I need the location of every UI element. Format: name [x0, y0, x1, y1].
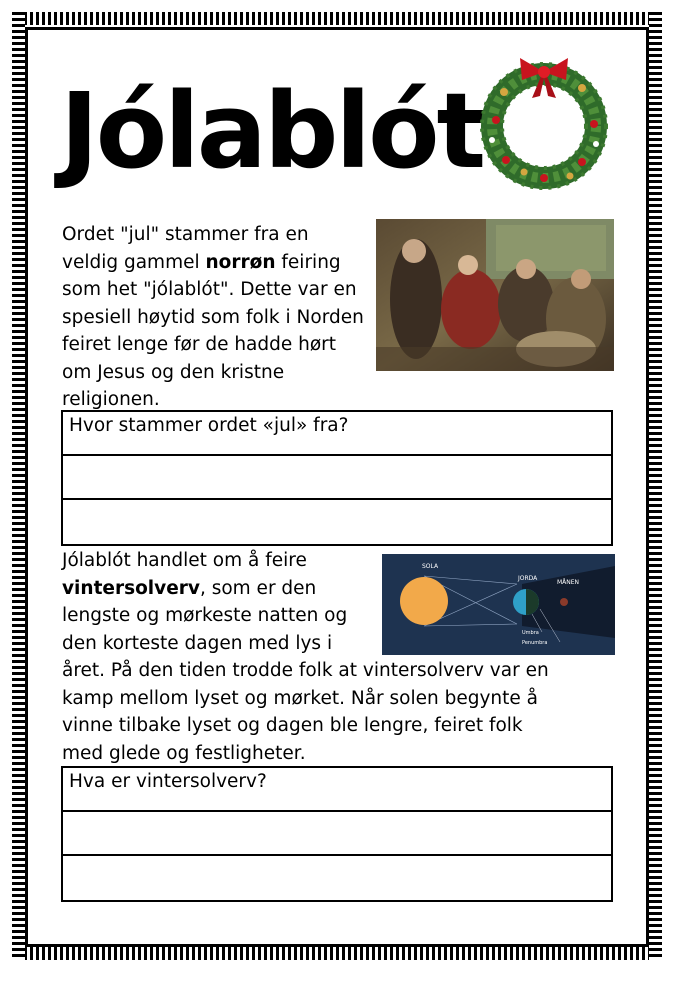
penumbra-label: Penumbra	[522, 640, 548, 646]
text-line	[62, 685, 622, 713]
question-row	[63, 412, 611, 456]
answer-box-1	[61, 410, 613, 546]
moon-label: MÅNEN	[557, 579, 580, 586]
text-line	[62, 712, 622, 740]
text-segment: året. På den tiden trodde folk at vintersolverv var en	[62, 660, 549, 681]
border-stripe-bottom	[12, 947, 662, 960]
answer-box-2	[61, 766, 613, 902]
intro-paragraph	[62, 221, 367, 414]
answer-line[interactable]	[63, 500, 611, 544]
intro-text-part-2: feiring som het "jólablót". Dette var en spesiell høytid som folk i Norden feiret lenge før de hadde hørt om Jesus og den kristne religionen.	[62, 251, 364, 410]
answer-line[interactable]	[63, 456, 611, 500]
text-segment: den korteste dagen med lys i	[62, 632, 333, 654]
christmas-wreath-image	[470, 48, 620, 196]
sun-earth-moon-diagram	[382, 554, 615, 655]
answer-line[interactable]	[63, 856, 611, 900]
border-stripe-right	[649, 12, 662, 960]
text-segment: , som er den	[199, 577, 317, 599]
text-segment: vinne tilbake lyset og dagen ble lengre, feiret folk	[62, 715, 523, 736]
question-row	[63, 768, 611, 812]
earth-label: JORDA	[518, 575, 538, 582]
question-1: Hvor stammer ordet «jul» fra?	[69, 415, 349, 436]
text-line	[62, 657, 622, 685]
text-segment: lengste og mørkeste natten og	[62, 605, 348, 626]
text-segment: kamp mellom lyset og mørket. Når solen begynte å	[62, 687, 538, 709]
border-stripe-left	[12, 12, 25, 960]
bold-vintersolverv: vintersolverv	[62, 577, 200, 599]
intro-text-part-1: Ordet "jul" stammer fra en veldig gammel	[62, 224, 309, 273]
text-segment: med glede og festligheter.	[62, 742, 306, 764]
text-line	[62, 740, 622, 768]
intro-bold-norron: norrøn	[205, 251, 276, 273]
answer-line[interactable]	[63, 812, 611, 856]
text-segment: Jólablót handlet om å feire	[62, 550, 307, 571]
umbra-label: Umbra	[522, 630, 539, 636]
border-stripe-top	[12, 12, 662, 25]
question-2: Hva er vintersolverv?	[69, 771, 267, 792]
sun-label: SOLA	[422, 563, 439, 570]
viking-feast-painting	[376, 219, 614, 371]
page-title: Jólablót	[60, 70, 484, 192]
